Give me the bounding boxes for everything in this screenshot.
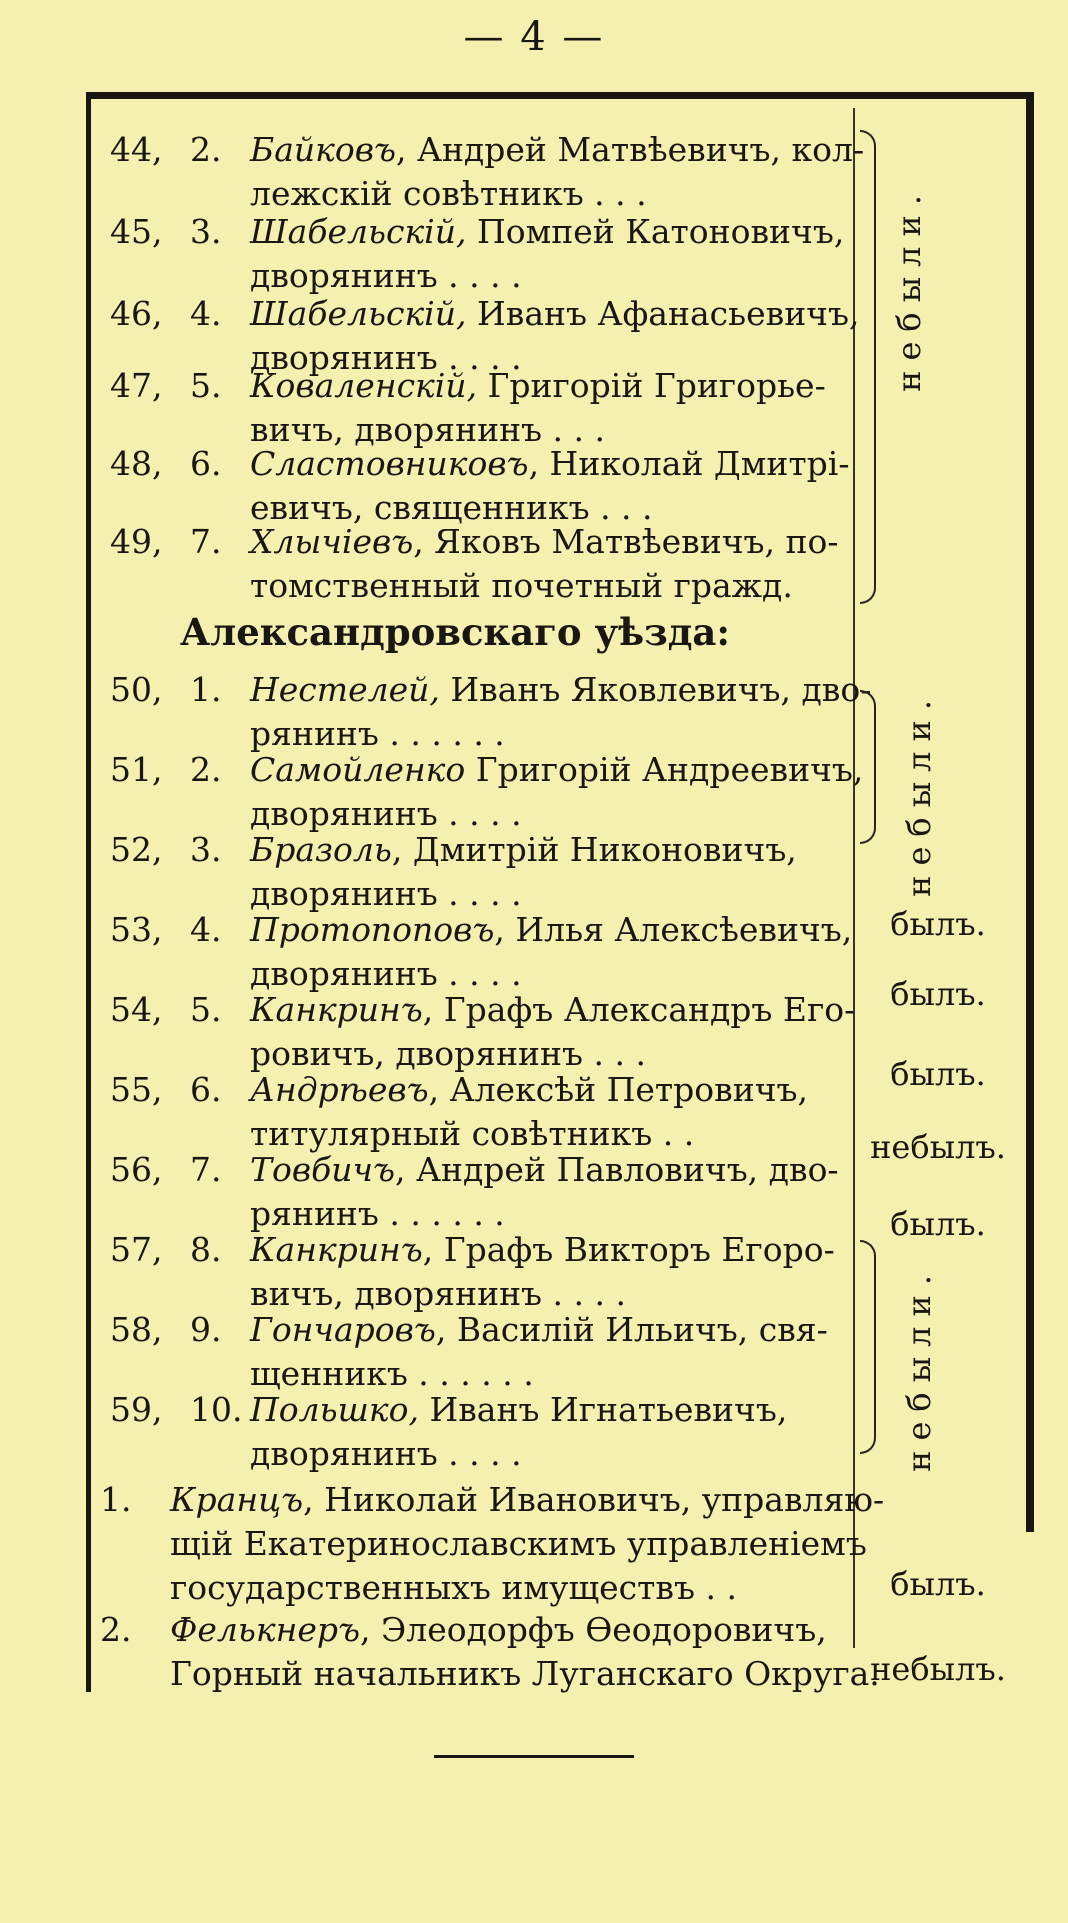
rows-50-52-status: небыли. <box>900 690 938 897</box>
row-53-status: былъ. <box>890 905 986 943</box>
entry-row: 45, 3. Шабельскій, Помпей Катоновичъ, дворянинъ . . . . <box>110 212 845 295</box>
district-heading: Александровскаго уѣзда: <box>180 610 731 654</box>
group1-brace <box>860 130 876 604</box>
entry-row: 51, 2. Самойленко Григорій Андреевичъ, дворянинъ . . . . <box>110 750 864 833</box>
surname: Сластовниковъ <box>250 444 529 483</box>
group1-status: небыли. <box>890 185 928 392</box>
surname: Байковъ <box>250 130 396 169</box>
surname: Фелькнеръ <box>170 1610 360 1649</box>
entry-row: 1. Кранцъ, Николай Ивановичъ, управляю- щій Екатеринославскимъ управленіемъ государственныхъ имуществъ . . <box>100 1480 885 1607</box>
surname: Самойленко <box>250 750 466 789</box>
row-56-status: небылъ. <box>870 1128 1006 1166</box>
surname: Польшко, <box>250 1390 419 1429</box>
surname: Товбичъ <box>250 1150 396 1189</box>
entry-row: 54, 5. Канкринъ, Графъ Александръ Его- ровичъ, дворянинъ . . . <box>110 990 856 1073</box>
bottom-rule <box>434 1755 634 1758</box>
surname: Шабельскій, <box>250 294 467 333</box>
right-rule-middle <box>1026 587 1034 1107</box>
entry-row: 53, 4. Протопоповъ, Илья Алексѣевичъ, дворянинъ . . . . <box>110 910 853 993</box>
row-54-status: былъ. <box>890 975 986 1013</box>
surname: Андрѣевъ <box>250 1070 429 1109</box>
entry-row: 2. Фелькнеръ, Элеодорфъ Ѳеодоровичъ, Горный начальникъ Луганскаго Округа. <box>100 1610 880 1693</box>
right-rule-upper <box>1026 92 1034 592</box>
rows-58-59-brace <box>860 1240 876 1454</box>
surname: Коваленскій, <box>250 366 478 405</box>
entry-row: 59, 10. Польшко, Иванъ Игнатьевичъ, дворянинъ . . . . <box>110 1390 788 1473</box>
row-55-status: былъ. <box>890 1055 986 1093</box>
entry-row: 57, 8. Канкринъ, Графъ Викторъ Егоро- вичъ, дворянинъ . . . . <box>110 1230 835 1313</box>
left-rule <box>86 92 91 1692</box>
entry-row: 48, 6. Сластовниковъ, Николай Дмитрі- евичъ, священникъ . . . <box>110 444 850 527</box>
surname: Канкринъ <box>250 1230 423 1269</box>
entry-row: 55, 6. Андрѣевъ, Алексѣй Петровичъ, титулярный совѣтникъ . . <box>110 1070 809 1153</box>
surname: Гончаровъ <box>250 1310 436 1349</box>
right-rule-lower <box>1026 1102 1034 1532</box>
page-number: — 4 — <box>463 14 605 60</box>
surname: Шабельскій, <box>250 212 467 251</box>
entry-row: 46, 4. Шабельскій, Иванъ Афанасьевичъ, дворянинъ . . . . <box>110 294 860 377</box>
entry-row: 58, 9. Гончаровъ, Василій Ильичъ, свя- щенникъ . . . . . . <box>110 1310 828 1393</box>
surname: Канкринъ <box>250 990 423 1029</box>
entry-row: 47, 5. Коваленскій, Григорій Григорье- вичъ, дворянинъ . . . <box>110 366 826 449</box>
rows-50-52-brace <box>860 690 876 844</box>
entry-row: 44, 2. Байковъ, Андрей Матвѣевичъ, кол- лежскій совѣтникъ . . . <box>110 130 865 213</box>
entry-row: 56, 7. Товбичъ, Андрей Павловичъ, дво- рянинъ . . . . . . <box>110 1150 839 1233</box>
felkner-status: небылъ. <box>870 1650 1006 1688</box>
entry-row: 50, 1. Нестелей, Иванъ Яковлевичъ, дво- рянинъ . . . . . . <box>110 670 872 753</box>
surname: Кранцъ <box>170 1480 304 1519</box>
row-57-status: былъ. <box>890 1205 986 1243</box>
surname: Протопоповъ <box>250 910 495 949</box>
rows-58-59-status: небыли. <box>900 1265 938 1472</box>
surname: Нестелей, <box>250 670 440 709</box>
entry-row: 52, 3. Бразоль, Дмитрій Никоновичъ, дворянинъ . . . . <box>110 830 797 913</box>
surname: Хлычіевъ <box>250 522 414 561</box>
surname: Бразоль <box>250 830 392 869</box>
kranc-status: былъ. <box>890 1565 986 1603</box>
entry-row: 49, 7. Хлычіевъ, Яковъ Матвѣевичъ, по- томственный почетный гражд. <box>110 522 839 605</box>
top-rule <box>86 92 1034 99</box>
